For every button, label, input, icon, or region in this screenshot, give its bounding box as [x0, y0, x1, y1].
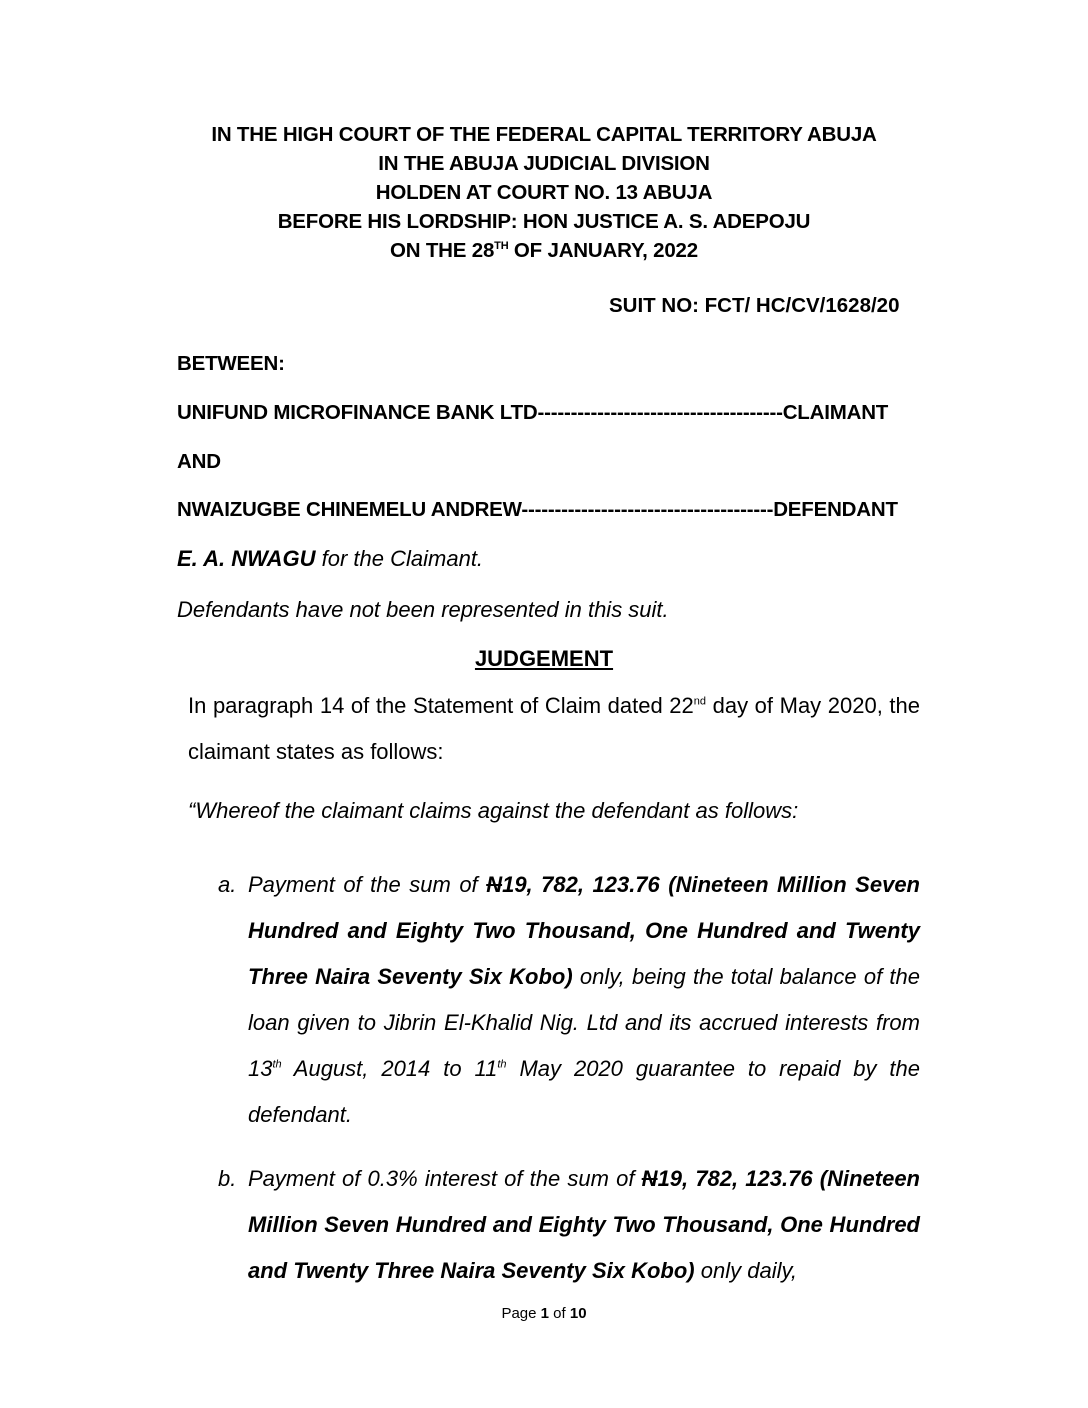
intro-post: day of May 2020, the claimant states as follows:	[188, 693, 920, 764]
intro-paragraph	[188, 683, 920, 775]
between-label: BETWEEN:	[177, 352, 285, 375]
footer-page-total: 10	[569, 1305, 587, 1322]
claim-a-marker: a.	[218, 872, 237, 897]
page-footer	[0, 1305, 1088, 1322]
footer-page-number: 1	[540, 1305, 549, 1322]
claim-b-marker: b.	[218, 1166, 237, 1191]
heading-line-judge: BEFORE HIS LORDSHIP: HON JUSTICE A. S. ADEPOJU	[277, 210, 811, 233]
naira-sign: N	[486, 872, 503, 897]
counsel-name: E. A. NWAGU	[177, 546, 316, 571]
claim-a-sup1: th	[272, 1058, 282, 1071]
heading-line-division: IN THE ABUJA JUDICIAL DIVISION	[378, 152, 710, 175]
claim-a-amount: 19, 782, 123.76 (Nineteen Million Seven Hundred and Eighty Two Thousand, One Hundred and Twenty Three Naira Seventy Six Kobo)	[248, 872, 920, 989]
claim-b-text	[248, 1156, 920, 1294]
counsel-role: for the Claimant.	[315, 546, 484, 571]
footer-page-label: Page	[501, 1305, 541, 1322]
defendant-representation-note: Defendants have not been represented in this suit.	[177, 597, 669, 622]
date-pre: ON THE 28	[390, 239, 495, 262]
suit-number: SUIT NO: FCT/ HC/CV/1628/20	[609, 294, 900, 317]
claim-a-text	[248, 862, 920, 1138]
intro-pre: In paragraph 14 of the Statement of Claim dated 22	[188, 693, 694, 718]
claim-b-lead: Payment of 0.3% interest of the sum of	[248, 1166, 642, 1191]
date-sup: TH	[494, 240, 509, 253]
claims-quote-intro: “Whereof the claimant claims against the defendant as follows:	[188, 798, 799, 823]
date-post: OF JANUARY, 2022	[508, 239, 698, 262]
heading-line-holden: HOLDEN AT COURT NO. 13 ABUJA	[375, 181, 713, 204]
claimant-counsel	[177, 546, 483, 572]
claim-item-b	[218, 1156, 920, 1294]
naira-sign: N	[641, 1166, 658, 1191]
claim-a-rest3: May 2020 guarantee to repaid by the defendant.	[248, 1056, 920, 1127]
claim-b-rest: only daily,	[694, 1258, 797, 1283]
heading-line-date	[0, 236, 1088, 265]
claim-a-rest2: August, 2014 to 11	[281, 1056, 498, 1081]
claim-a-sup2: th	[497, 1058, 507, 1071]
court-heading	[0, 120, 1088, 265]
claim-a-rest1: only, being the total balance of the loan given to Jibrin El-Khalid Nig. Ltd and its accrued interests from 13	[248, 964, 920, 1081]
claimant-line: UNIFUND MICROFINANCE BANK LTD-------------------------------------CLAIMANT	[177, 401, 889, 424]
intro-sup: nd	[693, 695, 707, 708]
footer-of-label: of	[549, 1305, 570, 1322]
heading-line-court: IN THE HIGH COURT OF THE FEDERAL CAPITAL TERRITORY ABUJA	[211, 123, 877, 146]
claim-b-amount: 19, 782, 123.76 (Nineteen Million Seven Hundred and Eighty Two Thousand, One Hundred and Twenty Three Naira Seventy Six Kobo)	[248, 1166, 920, 1283]
judgement-title: JUDGEMENT	[474, 646, 614, 671]
claim-item-a	[218, 862, 920, 1138]
claim-a-lead: Payment of the sum of	[248, 872, 487, 897]
defendant-line: NWAIZUGBE CHINEMELU ANDREW--------------------------------------DEFENDANT	[177, 498, 898, 521]
and-label: AND	[177, 450, 221, 473]
